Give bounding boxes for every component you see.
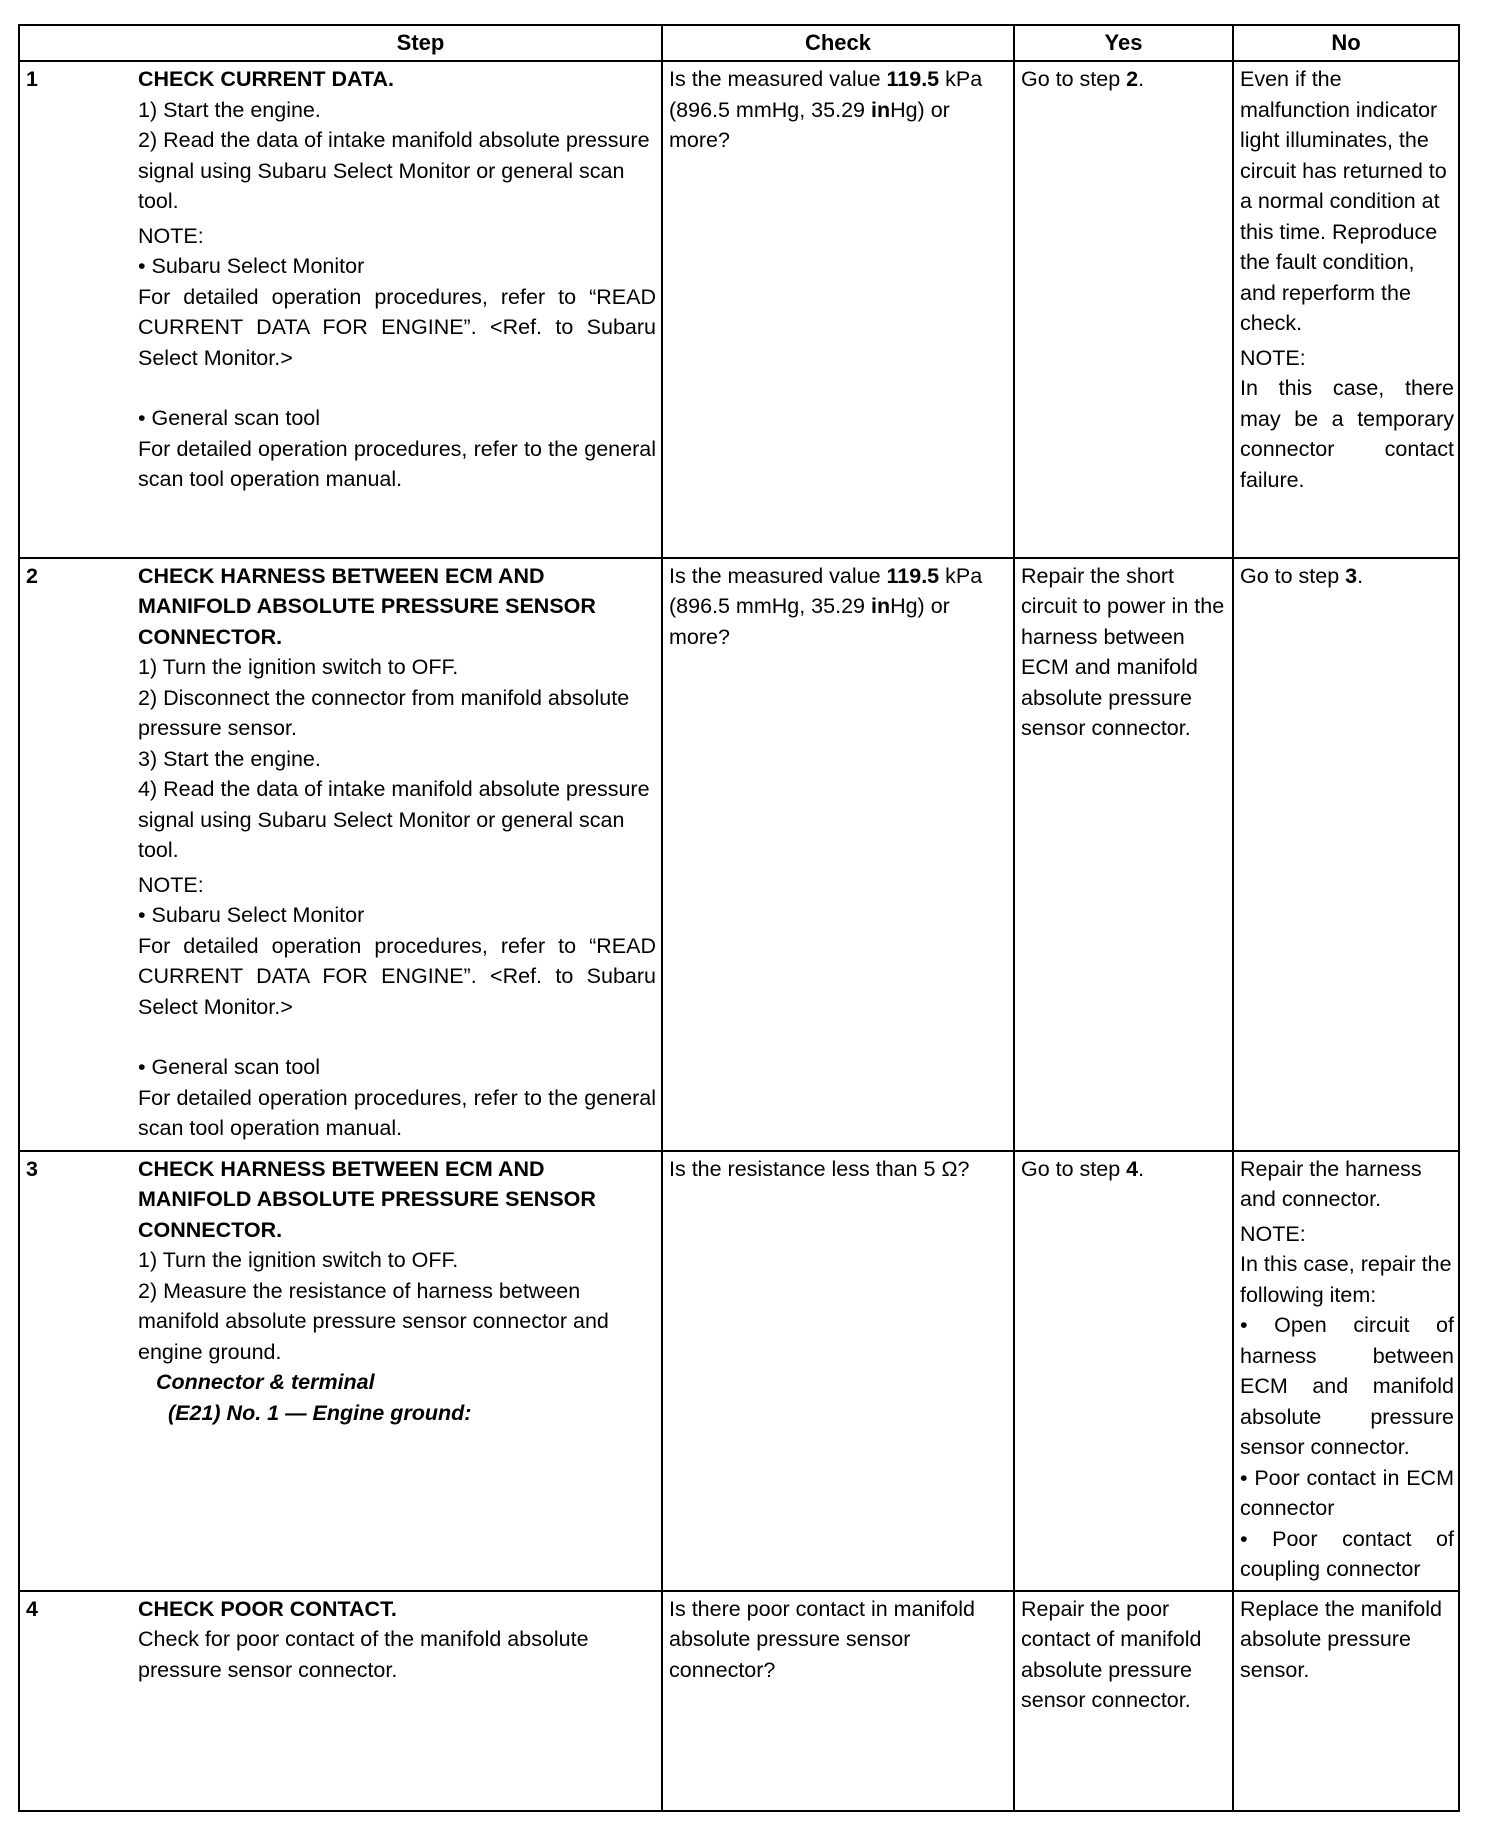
table-row-step-2 xyxy=(19,558,1459,1151)
note-text: For detailed operation procedures, refer to “READ CURRENT DATA FOR ENGINE”. <Ref. to Subaru Select Monitor.> xyxy=(138,933,656,1019)
no-text: Go to step xyxy=(1240,563,1346,588)
step-instruction: 1) Turn the ignition switch to OFF. xyxy=(138,655,459,680)
step-cell xyxy=(19,1151,662,1591)
no-cell xyxy=(1233,61,1459,558)
check-value: 119.5 xyxy=(886,67,940,91)
step-cell xyxy=(19,61,662,558)
note-text: In this case, there may be a temporary connector contact failure. xyxy=(1240,376,1454,492)
check-text: kPa (896.5 mmHg, 35.29 xyxy=(669,67,983,122)
header-check: Check xyxy=(662,25,1014,61)
connector-terminal-title: Connector & terminal xyxy=(156,1370,375,1395)
step-cell xyxy=(19,1591,662,1811)
note-bullet: • Subaru Select Monitor xyxy=(138,254,365,278)
note-bullet: • Poor contact of coupling connector xyxy=(1240,1526,1454,1582)
note-bullet: • Open circuit of harness between ECM and manifold absolute pressure sensor connector. xyxy=(1240,1313,1454,1460)
step-reference: 3 xyxy=(1345,563,1358,588)
step-instruction: 2) Read the data of intake manifold absolute pressure signal using Subaru Select Monitor or general scan tool. xyxy=(138,128,650,213)
step-instruction: 1) Turn the ignition switch to OFF. xyxy=(138,1248,459,1273)
step-title: CHECK POOR CONTACT. xyxy=(138,1596,397,1621)
note-text: For detailed operation procedures, refer to the general scan tool operation manual. xyxy=(138,1085,656,1141)
header-no: No xyxy=(1233,25,1459,61)
step-number: 1 xyxy=(26,67,38,91)
connector-terminal-value: (E21) No. 1 — Engine ground: xyxy=(168,1400,472,1425)
check-cell xyxy=(662,61,1014,558)
check-cell: Is there poor contact in manifold absolute pressure sensor connector? xyxy=(662,1591,1014,1811)
check-unit: in xyxy=(870,594,891,619)
check-unit: in xyxy=(870,97,891,122)
check-cell: Is the resistance less than 5 Ω? xyxy=(662,1151,1014,1591)
yes-text: Go to step xyxy=(1021,1156,1127,1181)
note-label: NOTE: xyxy=(138,872,204,897)
check-value: 119.5 xyxy=(886,563,940,588)
note-bullet: • Poor contact in ECM connector xyxy=(1240,1465,1454,1521)
note-bullet: • Subaru Select Monitor xyxy=(138,903,365,928)
step-title: CHECK CURRENT DATA. xyxy=(138,67,394,91)
note-label: NOTE: xyxy=(1240,1221,1306,1246)
yes-cell xyxy=(1014,1151,1233,1591)
yes-cell xyxy=(1014,61,1233,558)
step-instruction: 1) Start the engine. xyxy=(138,97,321,122)
no-text: Repair the harness and connector. xyxy=(1240,1156,1422,1212)
step-instruction: 2) Measure the resistance of harness between manifold absolute pressure sensor connector and engine ground. xyxy=(138,1278,609,1364)
note-label: NOTE: xyxy=(1240,345,1306,370)
diagnostic-procedure-table xyxy=(18,24,1460,1812)
yes-text: Go to step xyxy=(1021,67,1127,91)
no-cell xyxy=(1233,1151,1459,1591)
step-title: CHECK HARNESS BETWEEN ECM AND MANIFOLD ABSOLUTE PRESSURE SENSOR CONNECTOR. xyxy=(138,1156,596,1242)
table-row-step-1 xyxy=(19,61,1459,558)
step-cell xyxy=(19,558,662,1151)
table-row-step-4 xyxy=(19,1591,1459,1811)
no-cell xyxy=(1233,558,1459,1151)
header-yes: Yes xyxy=(1014,25,1233,61)
note-text: For detailed operation procedures, refer to “READ CURRENT DATA FOR ENGINE”. <Ref. to Subaru Select Monitor.> xyxy=(138,284,656,370)
check-text: kPa (896.5 mmHg, 35.29 xyxy=(669,563,983,619)
step-instruction: 2) Disconnect the connector from manifold absolute pressure sensor. xyxy=(138,685,630,741)
note-text: In this case, repair the following item: xyxy=(1240,1252,1452,1307)
note-label: NOTE: xyxy=(138,223,204,248)
note-bullet: • General scan tool xyxy=(138,406,321,430)
step-instruction: Check for poor contact of the manifold absolute pressure sensor connector. xyxy=(138,1627,589,1682)
no-cell: Replace the manifold absolute pressure sensor. xyxy=(1233,1591,1459,1811)
step-title: CHECK HARNESS BETWEEN ECM AND MANIFOLD ABSOLUTE PRESSURE SENSOR CONNECTOR. xyxy=(138,563,596,649)
check-text: Hg) or more? xyxy=(669,594,950,649)
check-cell xyxy=(662,558,1014,1151)
no-text: Even if the malfunction indicator light illuminates, the circuit has returned to a normal condition at this time. Reproduce the fault condition, and reperform the check. xyxy=(1240,67,1447,335)
check-text: Hg) or more? xyxy=(669,97,950,152)
check-text: Is the measured value xyxy=(669,563,887,588)
table-row-step-3 xyxy=(19,1151,1459,1591)
step-number: 4 xyxy=(26,1596,38,1621)
yes-cell: Repair the poor contact of manifold absolute pressure sensor connector. xyxy=(1014,1591,1233,1811)
note-bullet: • General scan tool xyxy=(138,1055,321,1080)
yes-text: . xyxy=(1138,1156,1145,1181)
step-number: 2 xyxy=(26,563,38,588)
step-instruction: 4) Read the data of intake manifold absolute pressure signal using Subaru Select Monitor or general scan tool. xyxy=(138,777,650,863)
check-text: Is the measured value xyxy=(669,67,887,91)
note-text: For detailed operation procedures, refer to the general scan tool operation manual. xyxy=(138,436,656,491)
step-number: 3 xyxy=(26,1156,38,1181)
step-instruction: 3) Start the engine. xyxy=(138,746,321,771)
yes-text: . xyxy=(1138,67,1145,91)
step-reference: 2 xyxy=(1126,67,1139,91)
table-header-row xyxy=(19,25,1459,61)
yes-cell: Repair the short circuit to power in the harness between ECM and manifold absolute pressure sensor connector. xyxy=(1014,558,1233,1151)
header-step: Step xyxy=(19,25,662,61)
no-text: . xyxy=(1357,563,1364,588)
step-reference: 4 xyxy=(1126,1156,1139,1181)
